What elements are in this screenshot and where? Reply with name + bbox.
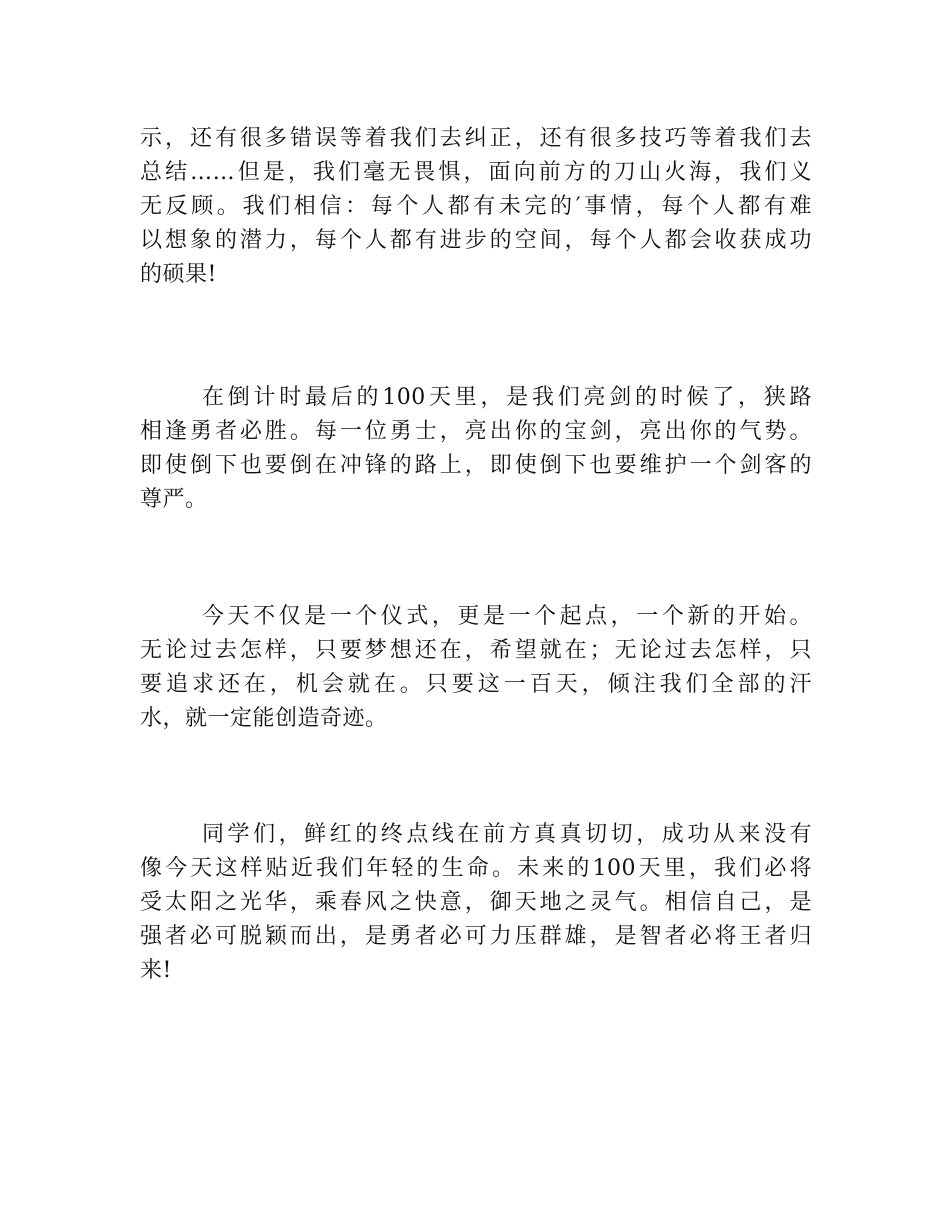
- text-line: 无反顾。我们相信：每个人都有未完的′事情，每个人都有难: [140, 194, 812, 219]
- text-line: 总结……但是，我们毫无畏惧，面向前方的刀山火海，我们义: [140, 160, 812, 185]
- text-line: 受太阳之光华，乘春风之快意，御天地之灵气。相信自己，是: [140, 890, 812, 915]
- text-line: 示，还有很多错误等着我们去纠正，还有很多技巧等着我们去: [140, 126, 812, 151]
- text-line: 即使倒下也要倒在冲锋的路上，即使倒下也要维护一个剑客的: [140, 453, 812, 478]
- paragraph-3: [140, 600, 812, 736]
- text-line: 像今天这样贴近我们年轻的生命。未来的100天里，我们必将: [140, 856, 812, 881]
- text-line: 来!: [140, 958, 172, 983]
- text-line: 在倒计时最后的100天里，是我们亮剑的时候了，狭路: [202, 385, 812, 410]
- text-line: 无论过去怎样，只要梦想还在，希望就在；无论过去怎样，只: [140, 638, 812, 663]
- text-line: 尊严。: [140, 487, 208, 512]
- text-line: 同学们，鲜红的终点线在前方真真切切，成功从来没有: [202, 822, 812, 847]
- paragraph-1: [140, 122, 812, 292]
- text-line: 今天不仅是一个仪式，更是一个起点，一个新的开始。: [202, 604, 812, 629]
- text-line: 水，就一定能创造奇迹。: [140, 706, 388, 731]
- text-line: 的硕果!: [140, 262, 217, 287]
- paragraph-4: [140, 818, 812, 988]
- text-line: 要追求还在，机会就在。只要这一百天，倾注我们全部的汗: [140, 672, 812, 697]
- text-line: 相逢勇者必胜。每一位勇士，亮出你的宝剑，亮出你的气势。: [140, 419, 812, 444]
- text-line: 以想象的潜力，每个人都有进步的空间，每个人都会收获成功: [140, 228, 812, 253]
- text-line: 强者必可脱颖而出，是勇者必可力压群雄，是智者必将王者归: [140, 924, 812, 949]
- paragraph-2: [140, 381, 812, 517]
